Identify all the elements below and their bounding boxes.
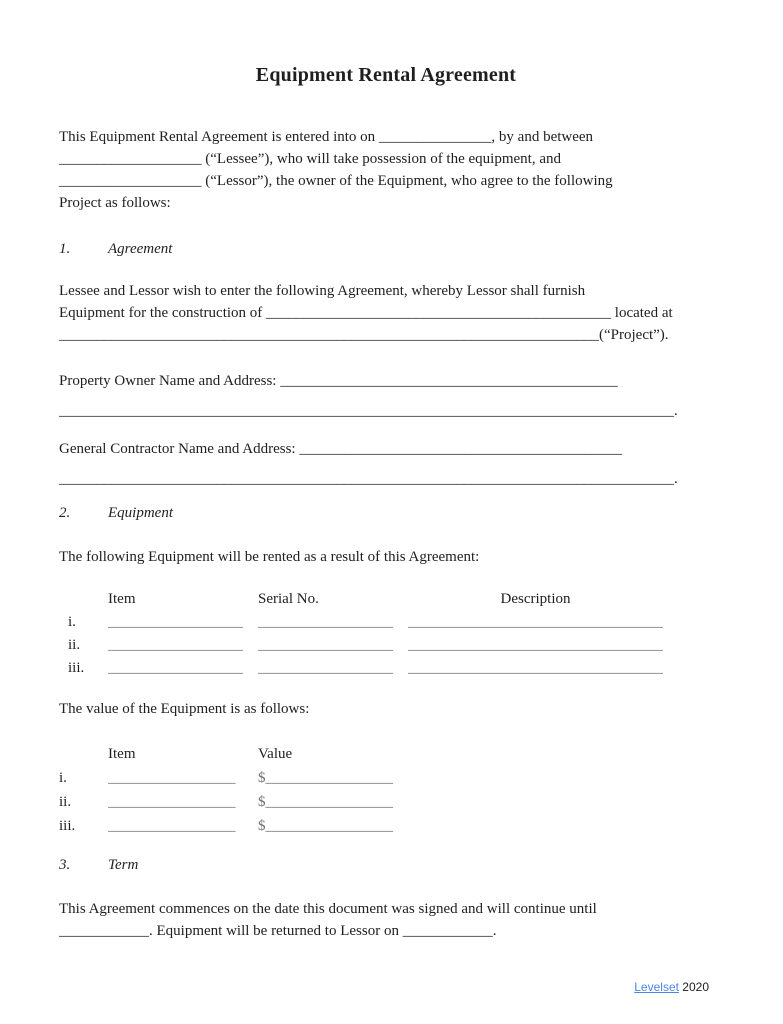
agreement-paragraph	[59, 280, 713, 346]
value-item-blank: _________________	[108, 818, 236, 834]
equipment-description-blank: __________________________________	[408, 637, 663, 653]
equipment-table	[59, 588, 713, 680]
intro-paragraph	[59, 126, 713, 214]
value-table	[59, 742, 713, 838]
value-table-header-item: Item	[108, 746, 136, 762]
row-label: ii.	[59, 794, 72, 810]
value-amount-blank: $_________________	[258, 794, 393, 810]
levelset-link[interactable]: Levelset	[634, 980, 679, 994]
term-line: This Agreement commences on the date this document was signed and will continue until	[59, 901, 597, 917]
value-table-header-value: Value	[258, 746, 293, 762]
row-label: i.	[59, 770, 67, 786]
row-label: iii.	[59, 818, 76, 834]
section-number: 3.	[59, 857, 71, 873]
equipment-description-blank: __________________________________	[408, 660, 663, 676]
equipment-item-blank: __________________	[108, 660, 243, 676]
equipment-serial-blank: __________________	[258, 660, 393, 676]
value-intro	[59, 698, 713, 720]
general-contractor-line: __________________________________________________________________________________.	[59, 471, 678, 487]
property-owner-line: Property Owner Name and Address: _____________________________________________	[59, 373, 618, 389]
term-paragraph	[59, 898, 713, 942]
value-amount-blank: $_________________	[258, 818, 393, 834]
section-number: 2.	[59, 505, 71, 521]
intro-line: This Equipment Rental Agreement is entered into on _______________, by and between	[59, 129, 594, 145]
property-owner-block	[59, 366, 713, 426]
equipment-serial-blank: __________________	[258, 637, 393, 653]
table-header-spacer	[59, 742, 108, 766]
general-contractor-line: General Contractor Name and Address: ___________________________________________	[59, 441, 622, 457]
term-line: ____________. Equipment will be returned to Lessor on ____________.	[59, 923, 497, 939]
equipment-item-blank: __________________	[108, 614, 243, 630]
equipment-item-blank: __________________	[108, 637, 243, 653]
equipment-intro-line: The following Equipment will be rented as a result of this Agreement:	[59, 549, 480, 565]
value-intro-line: The value of the Equipment is as follows:	[59, 701, 310, 717]
row-label: iii.	[68, 660, 85, 676]
value-item-blank: _________________	[108, 770, 236, 786]
row-label: i.	[68, 614, 76, 630]
section-heading-equipment	[59, 502, 713, 524]
equipment-table-header-item: Item	[108, 591, 136, 607]
footer-year: 2020	[682, 980, 709, 994]
agreement-line: Equipment for the construction of ______________________________________________ located at	[59, 305, 673, 321]
table-header-spacer	[59, 588, 108, 611]
section-heading-agreement	[59, 238, 713, 260]
equipment-serial-blank: __________________	[258, 614, 393, 630]
section-heading-term	[59, 854, 713, 876]
section-label: Term	[108, 857, 139, 873]
equipment-intro	[59, 546, 713, 568]
intro-line: Project as follows:	[59, 195, 171, 211]
document-title: Equipment Rental Agreement	[255, 64, 517, 86]
row-label: ii.	[68, 637, 81, 653]
intro-line: ___________________ (“Lessee”), who will take possession of the equipment, and	[59, 151, 561, 167]
general-contractor-block	[59, 434, 713, 494]
equipment-table-header-serial: Serial No.	[258, 591, 319, 607]
agreement-line: Lessee and Lessor wish to enter the following Agreement, whereby Lessor shall furnish	[59, 283, 586, 299]
value-amount-blank: $_________________	[258, 770, 393, 786]
section-number: 1.	[59, 241, 71, 257]
page-footer	[634, 980, 709, 994]
section-label: Equipment	[108, 505, 173, 521]
property-owner-line: __________________________________________________________________________________.	[59, 403, 678, 419]
intro-line: ___________________ (“Lessor”), the owner of the Equipment, who agree to the following	[59, 173, 613, 189]
value-item-blank: _________________	[108, 794, 236, 810]
equipment-table-header-description: Description	[500, 591, 571, 607]
equipment-description-blank: __________________________________	[408, 614, 663, 630]
agreement-line: ________________________________________________________________________(“Project”).	[59, 327, 669, 343]
section-label: Agreement	[108, 241, 173, 257]
